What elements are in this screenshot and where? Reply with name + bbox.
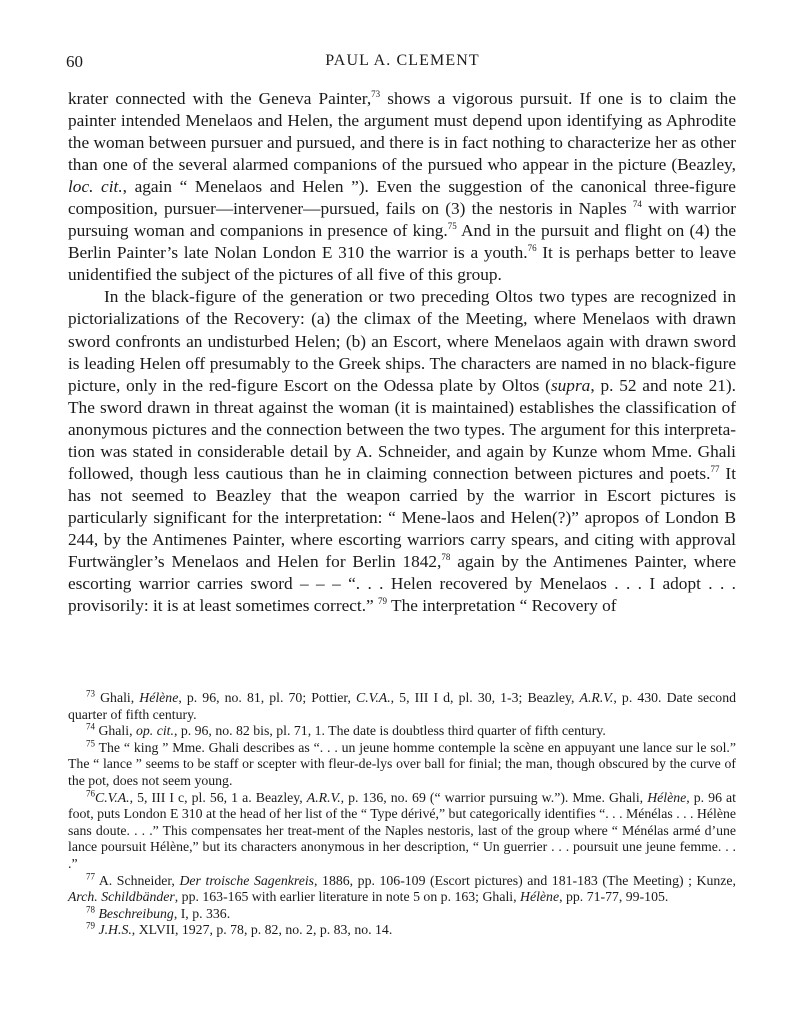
- footnote-78: $^{78}$ Beschreibung, I, p. 336.: [86, 904, 231, 921]
- footnote-ref: 74: [86, 721, 95, 732]
- footnote-ref: 75: [447, 221, 457, 232]
- footnote-76: $^{76}$C.V.A., 5, III I c, pl. 56, 1 a. Beazley, A.R.V., p. 136, no. 69 (“ warrior pursuing w.”). Mme. Ghali, Hélène, p. 96 at foot, puts London E 310 at the head of her list of the “ Type dérivé,” but categorically identifies “. . . Ménélas . . . Hélène sans doute. . . .” This compensates her treat-ment of the Naples nestoris, last of the group where “ Ménélas armé d’une lance poursuit Hélène,” but its characters anonymous in her description, “ Un guerrier . . . poursuit une jeune femme. . . .”: [68, 787, 736, 871]
- footnote-ref: 73: [86, 688, 95, 699]
- italic-text: C.V.A.: [95, 789, 130, 805]
- italic-text: Hélène: [139, 690, 179, 705]
- running-head: PAUL A. CLEMENT: [325, 52, 480, 69]
- italic-text: Der troische Sagenkreis: [179, 872, 315, 888]
- italic-text: J.H.S.: [98, 922, 132, 938]
- paragraph-1: krater connected with the Geneva Painter,$^{73}$ shows a vigorous pursuit. If one is to claim the painter intended Menelaos and Helen, the argument must depend upon identifying as Aphrodite the woman between pursuer and pursued, and there is in fact nothing to characterize her as other than one of the several alarmed companions of the pursued who appear in the picture (Beazley, loc. cit., again “ Menelaos and Helen ”). Even the suggestion of the canonical three-figure composition, pursuer—intervener—pursued, fails on (3) the nestoris in Naples $^{74}$ with warrior pursuing woman and companions in presence of king.$^{75}$ And in the pursuit and flight on (4) the Berlin Painter’s late Nolan London E 310 the warrior is a youth.$^{76}$ It is perhaps better to leave unidentified the subject of the pictures of all five of this group.: [68, 89, 736, 285]
- footnote-79: $^{79}$ J.H.S., XLVII, 1927, p. 78, p. 82, no. 2, p. 83, no. 14.: [86, 920, 393, 938]
- page-number: 60: [66, 52, 83, 71]
- italic-text: Hélène: [520, 889, 560, 905]
- footnote-77: $^{77}$ A. Schneider, Der troische Sagenkreis, 1886, pp. 106-109 (Escort pictures) and 181-183 (The Meeting) ; Kunze, Arch. Schildbänder, pp. 163-165 with earlier literature in note 5 on p. 163; Ghali, Hélène, pp. 71-77, 99-105.: [68, 870, 736, 905]
- footnote-ref: 75: [86, 738, 95, 749]
- footnote-74: $^{74}$ Ghali, op. cit., p. 96, no. 82 bis, pl. 71, 1. The date is doubtless third quarter of fifth century.: [86, 721, 606, 739]
- italic-text: Hélène: [647, 789, 687, 805]
- footnote-ref: 74: [632, 199, 642, 210]
- italic-text: supra: [550, 375, 591, 395]
- italic-text: A.R.V.: [579, 690, 614, 705]
- footnote-ref: 78: [86, 904, 95, 915]
- footnote-ref: 77: [86, 870, 95, 881]
- italic-text: Beschreibung: [98, 905, 174, 921]
- footnote-ref: 76: [86, 787, 95, 798]
- footnote-ref: 79: [86, 920, 95, 931]
- italic-text: A.R.V.: [306, 789, 341, 805]
- main-text: [68, 88, 736, 617]
- italic-text: Arch. Schildbänder: [68, 889, 175, 905]
- footnote-ref: 78: [441, 552, 451, 563]
- footnote-ref: 79: [378, 596, 388, 607]
- paragraph-2: In the black-figure of the generation or two preceding Oltos two types are recognized in pictorializations of the Recovery: (a) the climax of the Meeting, where Menelaos with drawn sword confronts an undisturbed Helen; (b) an Escort, where Menelaos again with drawn sword is leading Helen off presumably to the Greek ships. The characters are named in no black-figure picture, only in the red-figure Escort on the Odessa plate by Oltos (supra, p. 52 and note 21). The sword drawn in threat against the woman (it is maintained) establishes the classification of anonymous pictures and the connection between the two types. The argument for this interpreta-tion was stated in considerable detail by A. Schneider, and again by Kunze whom Mme. Ghali followed, though less cautious than he in claiming connection between pictures and poets.$^{77}$ It has not seemed to Beazley that the weapon carried by the warrior in Escort pictures is particularly significant for the interpretation: “ Mene-laos and Helen(?)” apropos of London B 244, by the Antimenes Painter, where escorting warriors carry spears, and citing with approval Furtwängler’s Menelaos and Helen for Berlin 1842,78 again by the Antimenes Painter, where escorting warrior carries sword – – – “. . . Helen recovered by Menelaos . . . I adopt . . . provisorily: it is at least sometimes correct.” $^{79}$ The interpretation “ Recovery of: [68, 287, 737, 616]
- footnote-ref: 77: [710, 464, 720, 475]
- italic-text: loc. cit.: [68, 177, 123, 197]
- footnotes: [68, 690, 736, 939]
- italic-text: C.V.A.: [356, 690, 391, 705]
- footnote-73: $^{73}$ Ghali, Hélène, p. 96, no. 81, pl. 70; Pottier, C.V.A., 5, III I d, pl. 30, 1-3; Beazley, A.R.V., p. 430. Date second quarter of fifth century.: [68, 688, 737, 722]
- footnote-ref: 76: [527, 243, 537, 254]
- footnote-ref: 73: [371, 89, 381, 100]
- footnote-75: $^{75}$ The “ king ” Mme. Ghali describes as “. . . un jeune homme contemple la scène en appuyant une lance sur le sol.” The “ lance ” seems to be staff or scepter with fleur-de-lys over ball for finial; the man, though obscured by the curve of the pot, does not seem young.: [68, 738, 736, 788]
- italic-text: op. cit.: [136, 723, 174, 739]
